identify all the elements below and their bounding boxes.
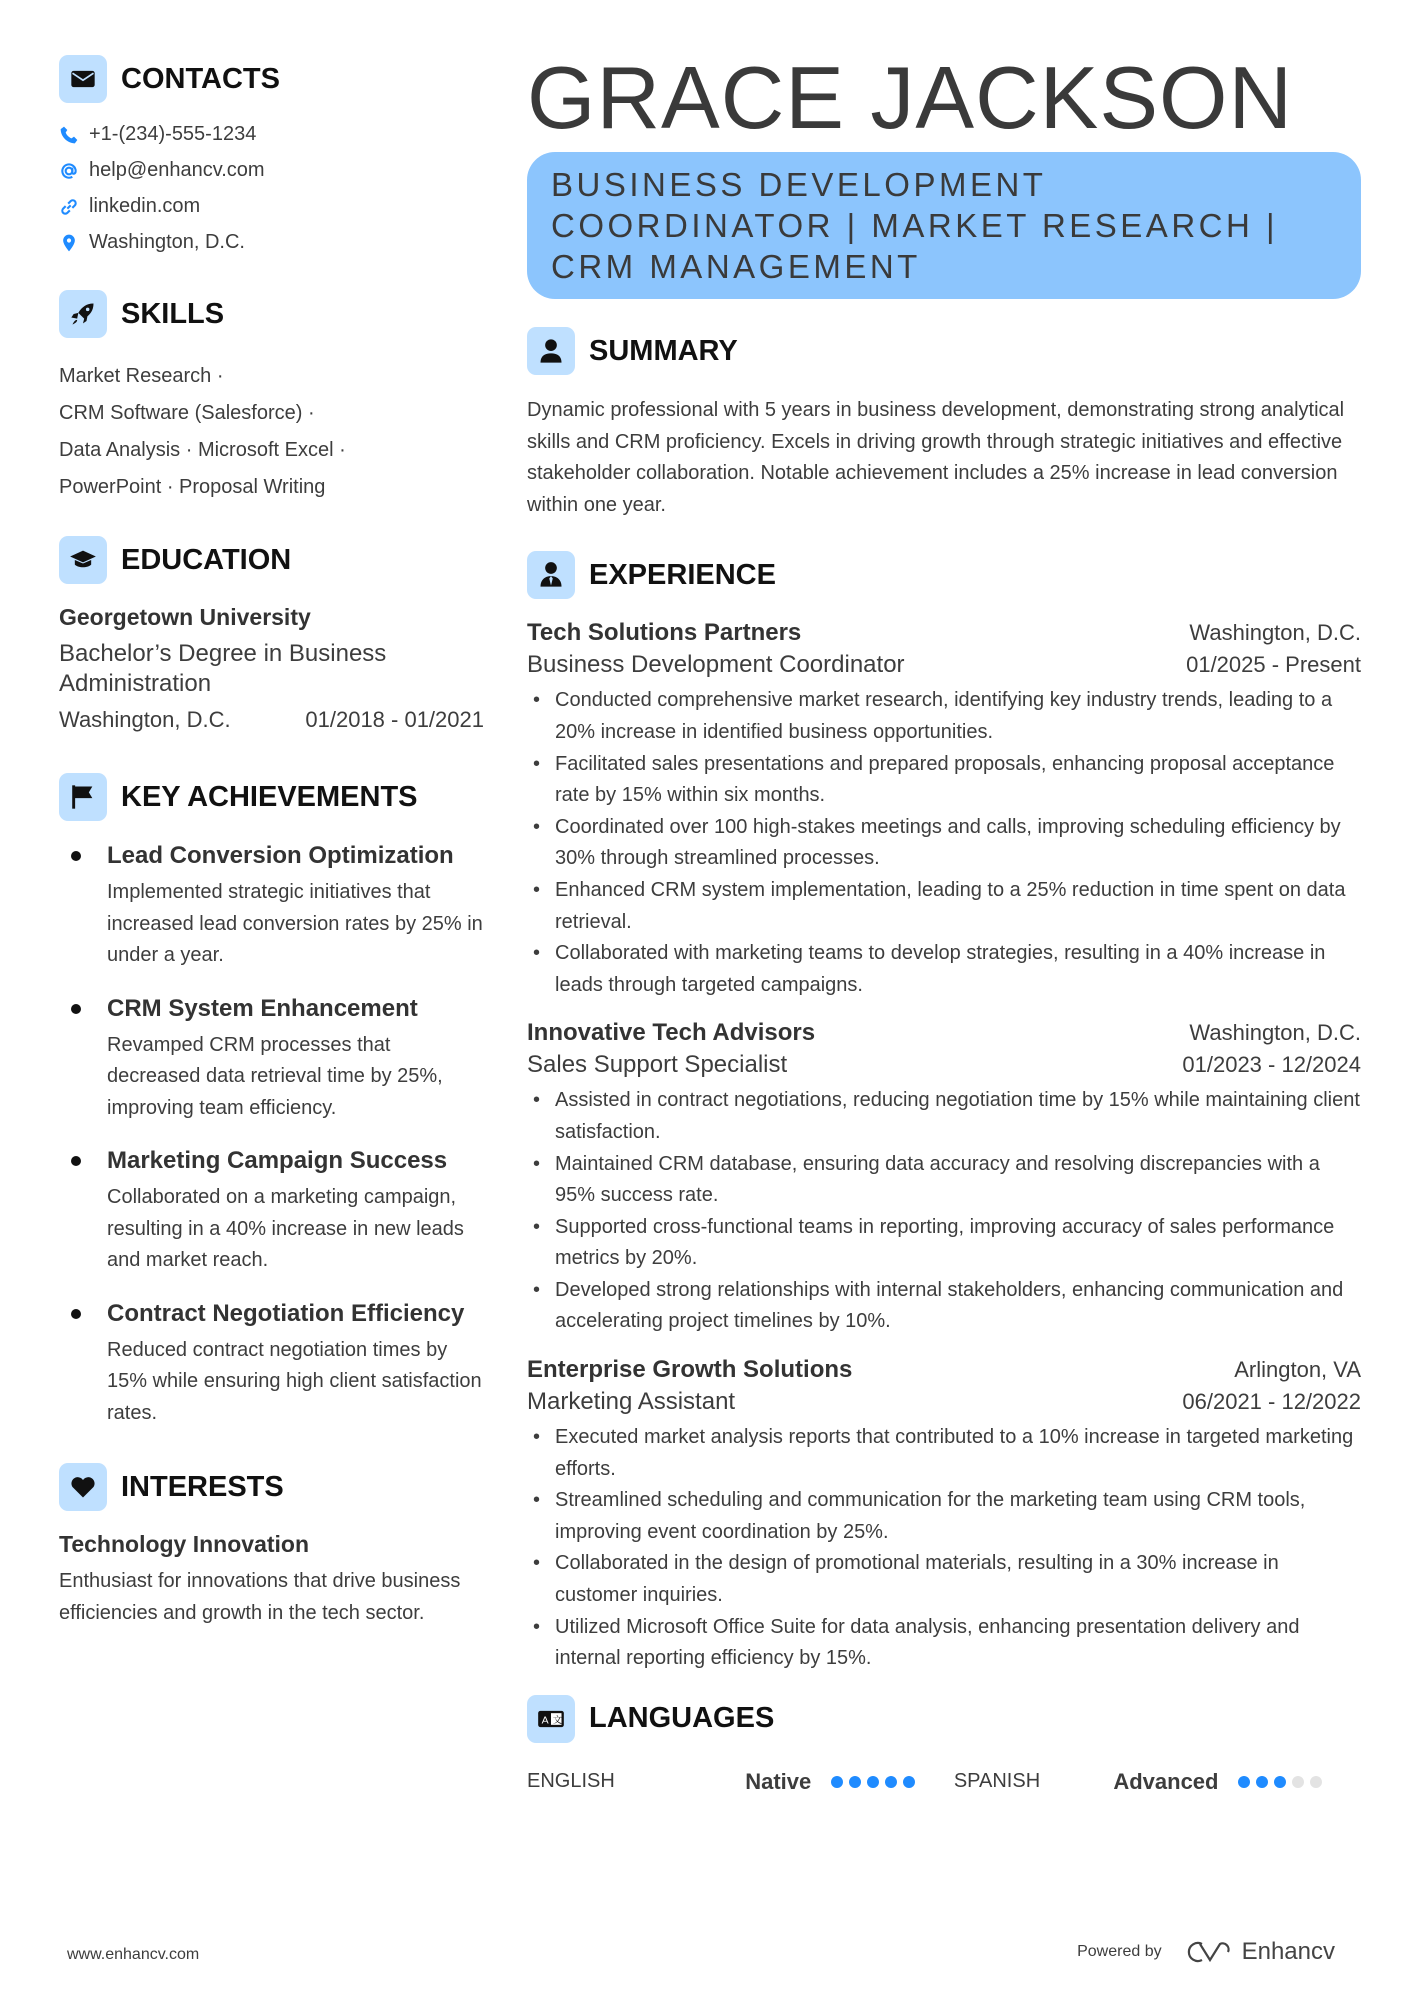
svg-text:文: 文 [552,1714,563,1725]
contact-linkedin[interactable] [59,195,484,218]
location-text: Washington, D.C. [89,231,245,253]
right-column [527,48,1361,1795]
svg-text:A: A [541,1714,549,1727]
languages-list [527,1769,1361,1795]
job-bullet: • Conducted comprehensive market research, identifying key industry trends, leading to a 20% increase in identified business opportunities. [527,685,1361,748]
achievements-header [59,773,484,821]
job-dates: 06/2021 - 12/2022 [1182,1389,1361,1415]
section-title: INTERESTS [121,1470,284,1503]
job-entry [527,619,1361,1001]
rating-dot [903,1776,915,1788]
job-bullet: • Supported cross-functional teams in reporting, improving accuracy of sales performance metrics by 20%. [527,1212,1361,1275]
language-name: ENGLISH [527,1770,615,1793]
interest-desc: Enthusiast for innovations that drive business efficiencies and growth in the tech sector. [59,1570,461,1624]
skill-line: CRM Software (Salesforce) · [59,402,315,424]
company-name: Enterprise Growth Solutions [527,1356,853,1384]
language-rating [1238,1776,1361,1788]
languages-header [527,1695,1361,1743]
translate-icon [527,1695,575,1743]
job-location: Arlington, VA [1234,1357,1361,1383]
rating-dot [1274,1776,1286,1788]
rating-dot [1310,1776,1322,1788]
degree: Bachelor’s Degree in Business Administration [59,640,387,697]
education-header [59,536,484,584]
heart-icon [59,1463,107,1511]
job-bullet: • Executed market analysis reports that contributed to a 10% increase in targeted marketing efforts. [527,1422,1361,1485]
email-text: help@enhancv.com [89,159,265,181]
achievement-item [59,1299,484,1430]
at-icon [59,161,79,181]
rating-dot [885,1776,897,1788]
job-location: Washington, D.C. [1189,620,1361,646]
education-location: Washington, D.C. [59,707,231,732]
job-dates: 01/2023 - 12/2024 [1182,1052,1361,1078]
summary-header [527,327,1361,375]
candidate-name: GRACE JACKSON [527,48,1294,147]
company-name: Innovative Tech Advisors [527,1019,816,1047]
rating-dot [849,1776,861,1788]
link-icon [59,197,79,217]
skill-line: PowerPoint · Proposal Writing [59,476,326,498]
achievement-title: Contract Negotiation Efficiency [107,1299,465,1327]
job-bullet: • Collaborated with marketing teams to develop strategies, resulting in a 40% increase in leads through targeted campaigns. [527,938,1361,1001]
section-title: SKILLS [121,297,225,330]
enhancv-logo [1186,1938,1335,1966]
achievement-title: Lead Conversion Optimization [107,842,454,869]
job-entry [527,1019,1361,1338]
phone-icon [59,125,79,145]
job-bullet: • Enhanced CRM system implementation, leading to a 25% reduction in time spent on data retrieval. [527,875,1361,938]
contacts-header [59,55,484,103]
skill-line: Data Analysis · Microsoft Excel · [59,439,346,461]
job-role: Business Development Coordinator [527,651,905,679]
enhancv-logo-icon [1186,1940,1232,1964]
interests-header [59,1463,484,1511]
achievement-title: CRM System Enhancement [107,994,418,1022]
job-bullet: • Assisted in contract negotiations, reducing negotiation time by 15% while maintaining client satisfaction. [527,1085,1361,1148]
envelope-icon [59,55,107,103]
rating-dot [1292,1776,1304,1788]
job-title-banner: BUSINESS DEVELOPMENT COORDINATOR | MARKET RESEARCH | CRM MANAGEMENT [527,152,1361,299]
achievement-desc: Collaborated on a marketing campaign, resulting in a 40% increase in new leads and market reach. [107,1186,464,1271]
language-level: Native [745,1768,812,1794]
skill-line: Market Research · [59,365,224,387]
contact-location [59,231,484,254]
rating-dot [1256,1776,1268,1788]
job-bullet: • Maintained CRM database, ensuring data accuracy and resolving discrepancies with a 95% success rate. [527,1149,1361,1212]
job-role: Marketing Assistant [527,1388,736,1416]
achievement-desc: Implemented strategic initiatives that increased lead conversion rates by 25% in under a year. [107,881,483,966]
job-dates: 01/2025 - Present [1186,652,1361,678]
contact-email[interactable] [59,159,484,182]
footer-powered [1077,1938,1335,1966]
job-location: Washington, D.C. [1189,1020,1361,1046]
summary-text: Dynamic professional with 5 years in business development, demonstrating strong analytical skills and CRM proficiency. Excels in driving growth through strategic initiatives and effective stakeholder collaboration. Notable achievement includes a 25% increase in lead conversion within one year. [527,399,1345,516]
interest-title: Technology Innovation [59,1531,310,1557]
user-icon [527,327,575,375]
experience-list [527,619,1361,1674]
footer-website[interactable]: www.enhancv.com [67,1946,200,1963]
rating-dot [867,1776,879,1788]
achievement-item [59,1146,484,1277]
rocket-icon [59,290,107,338]
phone-text: +1-(234)-555-1234 [89,123,257,145]
rating-dot [831,1776,843,1788]
flag-icon [59,773,107,821]
achievement-item [59,841,484,972]
section-title: KEY ACHIEVEMENTS [121,780,418,813]
achievement-title: Marketing Campaign Success [107,1147,448,1174]
section-title: LANGUAGES [589,1702,775,1735]
company-name: Tech Solutions Partners [527,619,802,647]
language-name: SPANISH [953,1770,1041,1793]
graduation-cap-icon [59,536,107,584]
school-name: Georgetown University [59,604,311,630]
job-bullet: • Utilized Microsoft Office Suite for data analysis, enhancing presentation delivery and internal reporting efficiency by 15%. [527,1612,1361,1675]
achievement-item [59,994,484,1125]
contact-phone[interactable] [59,123,484,146]
map-pin-icon [59,233,79,253]
education-dates: 01/2018 - 01/2021 [305,707,484,732]
job-bullet: • Developed strong relationships with internal stakeholders, enhancing communication and accelerating project timelines by 10%. [527,1275,1361,1338]
achievement-desc: Revamped CRM processes that decreased data retrieval time by 25%, improving team efficiency. [107,1033,443,1119]
section-title: SUMMARY [589,334,738,367]
skills-header [59,290,484,338]
experience-header [527,551,1361,599]
section-title: EXPERIENCE [589,558,776,591]
rating-dot [1238,1776,1250,1788]
job-bullet: • Facilitated sales presentations and prepared proposals, enhancing proposal acceptance rate by 15% within six months. [527,749,1361,812]
left-column [59,55,484,1629]
job-role: Sales Support Specialist [527,1051,788,1079]
linkedin-text: linkedin.com [89,195,201,217]
section-title: EDUCATION [121,543,292,576]
job-bullet: • Collaborated in the design of promotional materials, resulting in a 30% increase in customer inquiries. [527,1548,1361,1611]
powered-by-text: Powered by [1077,1943,1162,1960]
brand-name: Enhancv [1241,1938,1335,1965]
job-bullet: • Streamlined scheduling and communication for the marketing team using CRM tools, improving event coordination by 25%. [527,1485,1361,1548]
language-level: Advanced [1113,1768,1219,1794]
job-bullet: • Coordinated over 100 high-stakes meetings and calls, improving scheduling efficiency by 30% through streamlined processes. [527,812,1361,875]
job-entry [527,1356,1361,1675]
skills-list [59,358,484,506]
user-tie-icon [527,551,575,599]
language-rating [831,1776,954,1788]
section-title: CONTACTS [121,62,280,95]
achievement-desc: Reduced contract negotiation times by 15% while ensuring high client satisfaction rates. [107,1338,482,1424]
